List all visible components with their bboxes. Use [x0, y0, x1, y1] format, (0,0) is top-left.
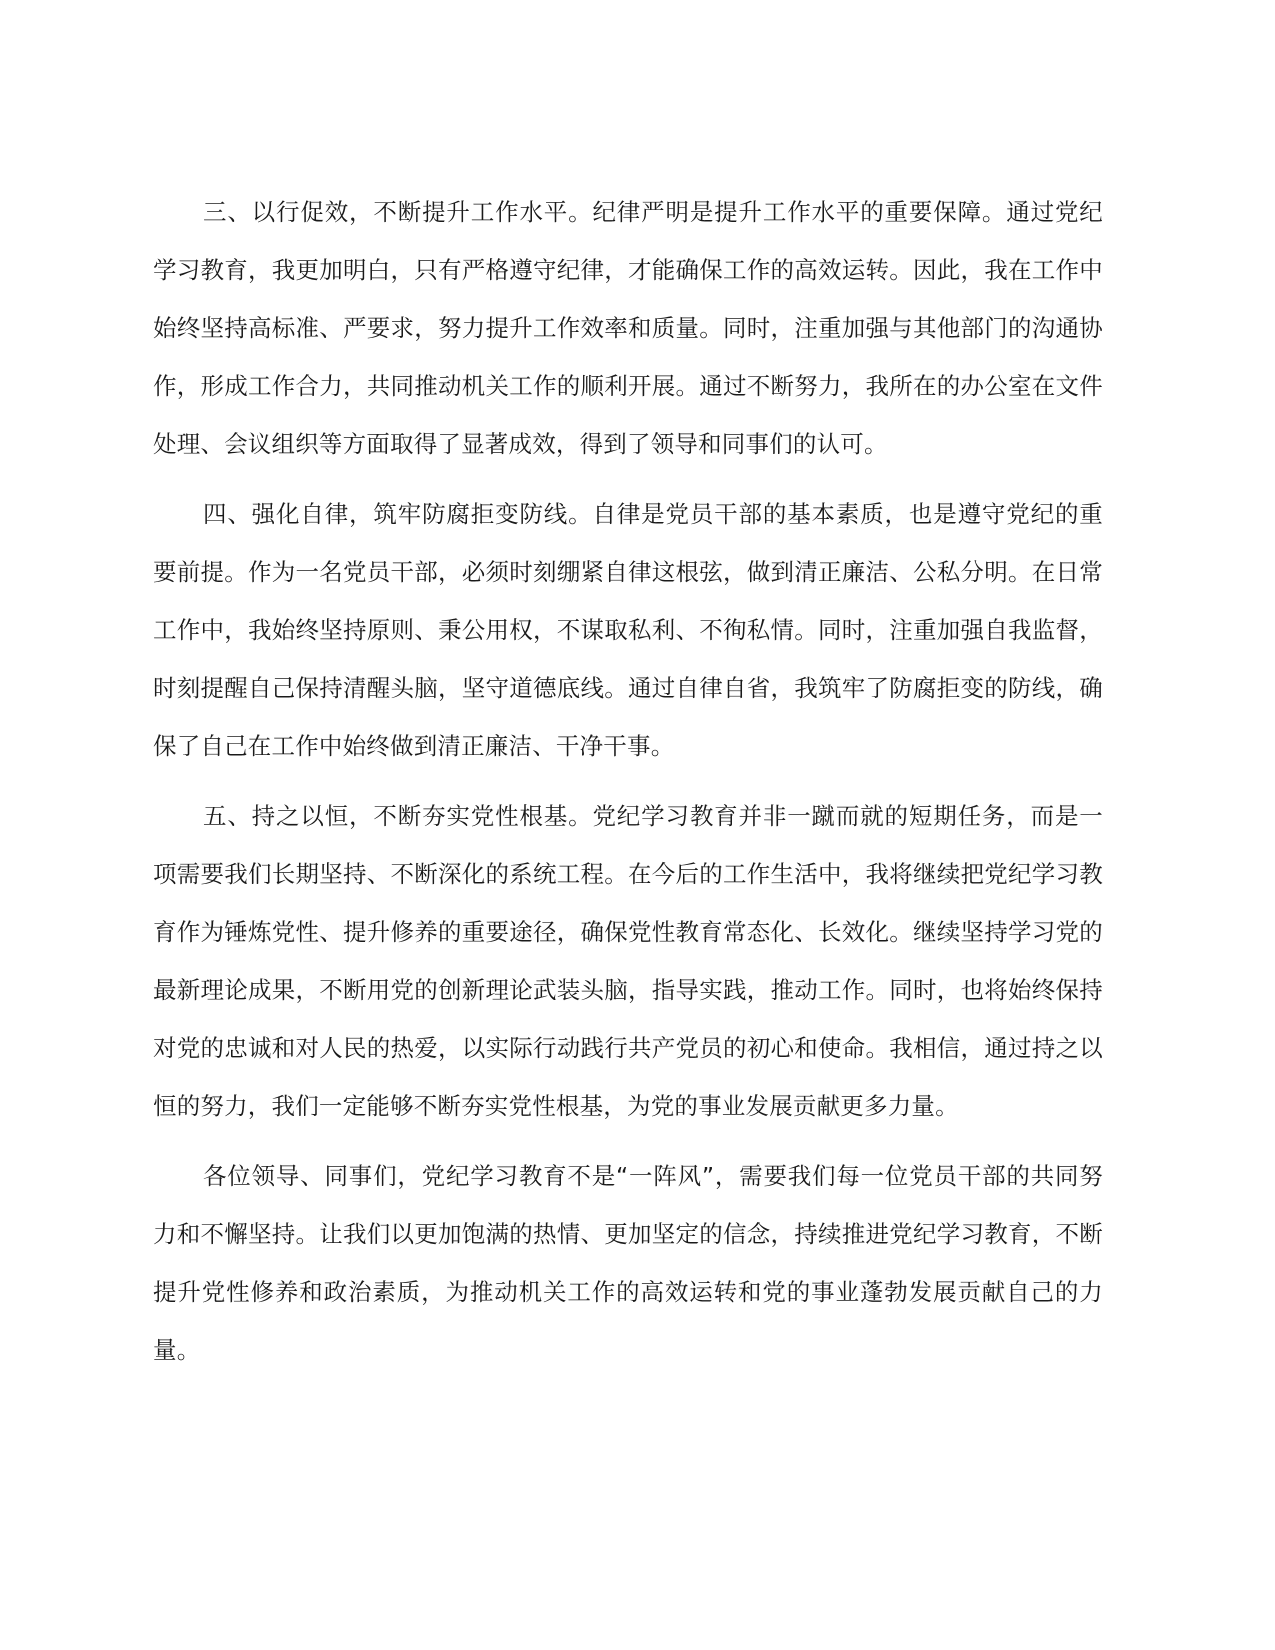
- paragraph-section-five: 五、持之以恒，不断夯实党性根基。党纪学习教育并非一蹴而就的短期任务，而是一项需要我们长期坚持、不断深化的系统工程。在今后的工作生活中，我将继续把党纪学习教育作为锤炼党性、提升修养的重要途径，确保党性教育常态化、长效化。继续坚持学习党的最新理论成果，不断用党的创新理论武装头脑，指导实践，推动工作。同时，也将始终保持对党的忠诚和对人民的热爱，以实际行动践行共产党员的初心和使命。我相信，通过持之以恒的努力，我们一定能够不断夯实党性根基，为党的事业发展贡献更多力量。: [153, 802, 1103, 1120]
- paragraph-section-four: 四、强化自律，筑牢防腐拒变防线。自律是党员干部的基本素质，也是遵守党纪的重要前提。作为一名党员干部，必须时刻绷紧自律这根弦，做到清正廉洁、公私分明。在日常工作中，我始终坚持原则、秉公用权，不谋取私利、不徇私情。同时，注重加强自我监督，时刻提醒自己保持清醒头脑，坚守道德底线。通过自律自省，我筑牢了防腐拒变的防线，确保了自己在工作中始终做到清正廉洁、干净干事。: [153, 500, 1103, 760]
- paragraph-closing: 各位领导、同事们，党纪学习教育不是“一阵风”，需要我们每一位党员干部的共同努力和不懈坚持。让我们以更加饱满的热情、更加坚定的信念，持续推进党纪学习教育，不断提升党性修养和政治素质，为推动机关工作的高效运转和党的事业蓬勃发展贡献自己的力量。: [153, 1162, 1103, 1364]
- document-body: [153, 183, 1103, 1391]
- paragraph-section-three: 三、以行促效，不断提升工作水平。纪律严明是提升工作水平的重要保障。通过党纪学习教育，我更加明白，只有严格遵守纪律，才能确保工作的高效运转。因此，我在工作中始终坚持高标准、严要求，努力提升工作效率和质量。同时，注重加强与其他部门的沟通协作，形成工作合力，共同推动机关工作的顺利开展。通过不断努力，我所在的办公室在文件处理、会议组织等方面取得了显著成效，得到了领导和同事们的认可。: [153, 198, 1103, 458]
